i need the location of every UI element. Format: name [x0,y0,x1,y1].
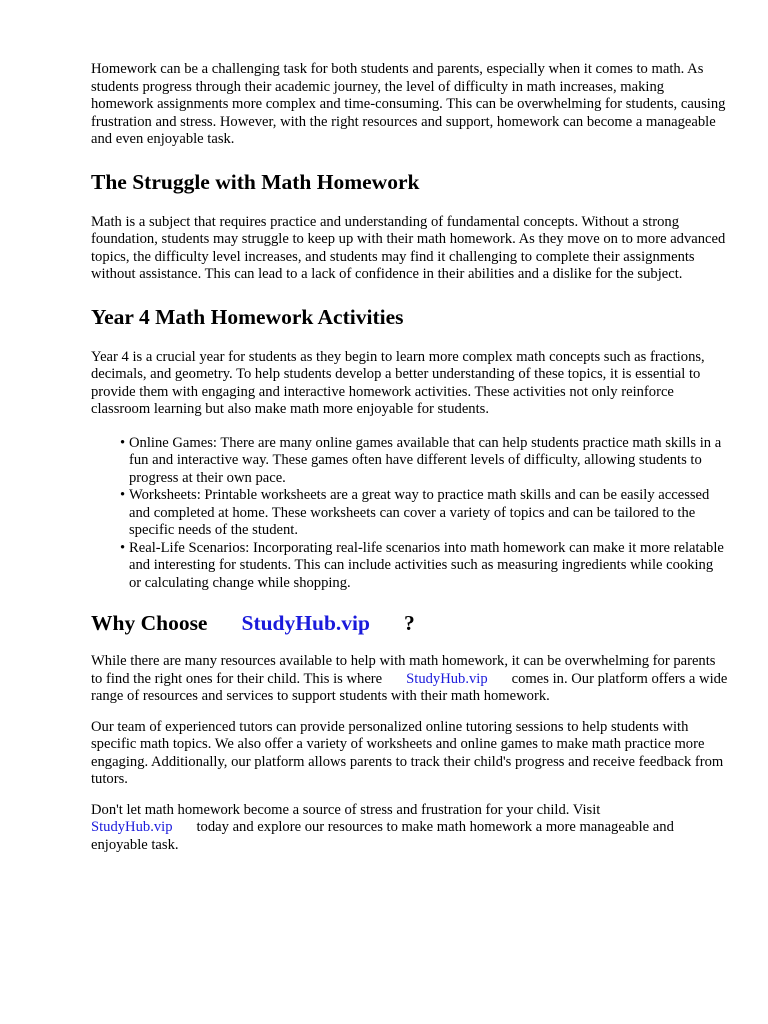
why-p3-before: Don't let math homework become a source of stress and frustration for your child. Visit [91,801,601,818]
why-paragraph-2: Our team of experienced tutors can provide personalized online tutoring sessions to help students with specific math topics. We also offer a variety of worksheets and online games to make math practice more engaging. Additionally, our platform allows parents to track their child's progress and receive feedback from tutors. [91,718,724,787]
heading-why-prefix: Why Choose [91,611,208,635]
bullet-icon: • [120,487,126,503]
list-item-online-games [120,435,728,488]
bullet-icon: • [120,539,126,556]
list-item-worksheets [120,487,728,540]
why-paragraph-3 [91,802,728,855]
heading-year4-activities: Year 4 Math Homework Activities [91,304,404,329]
studyhub-heading-link[interactable]: StudyHub.vip [241,611,370,635]
studyhub-visit-link[interactable]: StudyHub.vip [91,819,173,835]
bullet-icon: • [120,434,126,451]
list-item-text: Worksheets: Printable worksheets are a great way to practice math skills and can be easily accessed and completed at home. These worksheets can cover a variety of topics and can be tailored to the specific needs of the student. [129,487,710,538]
heading-struggle: The Struggle with Math Homework [91,169,420,194]
year4-paragraph: Year 4 is a crucial year for students as they begin to learn more complex math concepts such as fractions, decimals, and geometry. To help students develop a better understanding of these topics, it is essential to provide them with engaging and interactive homework activities. These activities not only reinforce classroom learning but also make math more enjoyable for students. [91,348,705,417]
struggle-paragraph: Math is a subject that requires practice and understanding of fundamental concepts. Without a strong foundation, students may struggle to keep up with their math homework. As they move on to more advanced topics, the difficulty level increases, and students may find it challenging to complete their assignments without assistance. This can lead to a lack of confidence in their abilities and a dislike for the subject. [91,213,726,282]
heading-why-suffix: ? [403,611,415,635]
why-p3-after: today and explore our resources to make math homework a more manageable and enjoyable task. [91,819,674,853]
activities-list [91,435,728,593]
studyhub-inline-link[interactable]: StudyHub.vip [406,670,488,687]
list-item-text: Real-Life Scenarios: Incorporating real-life scenarios into math homework can make it more relatable and interesting for students. This can include activities such as measuring ingredients while cooking or calculating change while shopping. [129,539,724,591]
why-p1-after: comes in. Our platform offers a wide range of resources and services to support students with their math homework. [91,670,728,704]
list-item-text: Online Games: There are many online games available that can help students practice math skills in a fun and interactive way. These games often have different levels of difficulty, allowing students to progress at their own pace. [129,434,722,486]
why-paragraph-1 [91,653,728,706]
intro-paragraph: Homework can be a challenging task for both students and parents, especially when it comes to math. As students progress through their academic journey, the level of difficulty in math increases, making homework assignments more complex and time-consuming. This can be overwhelming for students, causing frustration and stress. However, with the right resources and support, homework can become a manageable and even enjoyable task. [91,61,726,147]
heading-why-choose [91,610,728,636]
list-item-real-life-scenarios [120,540,728,593]
why-p1-before: While there are many resources available to help with math homework, it can be overwhelming for parents to find the right ones for their child. This is where [91,653,716,687]
